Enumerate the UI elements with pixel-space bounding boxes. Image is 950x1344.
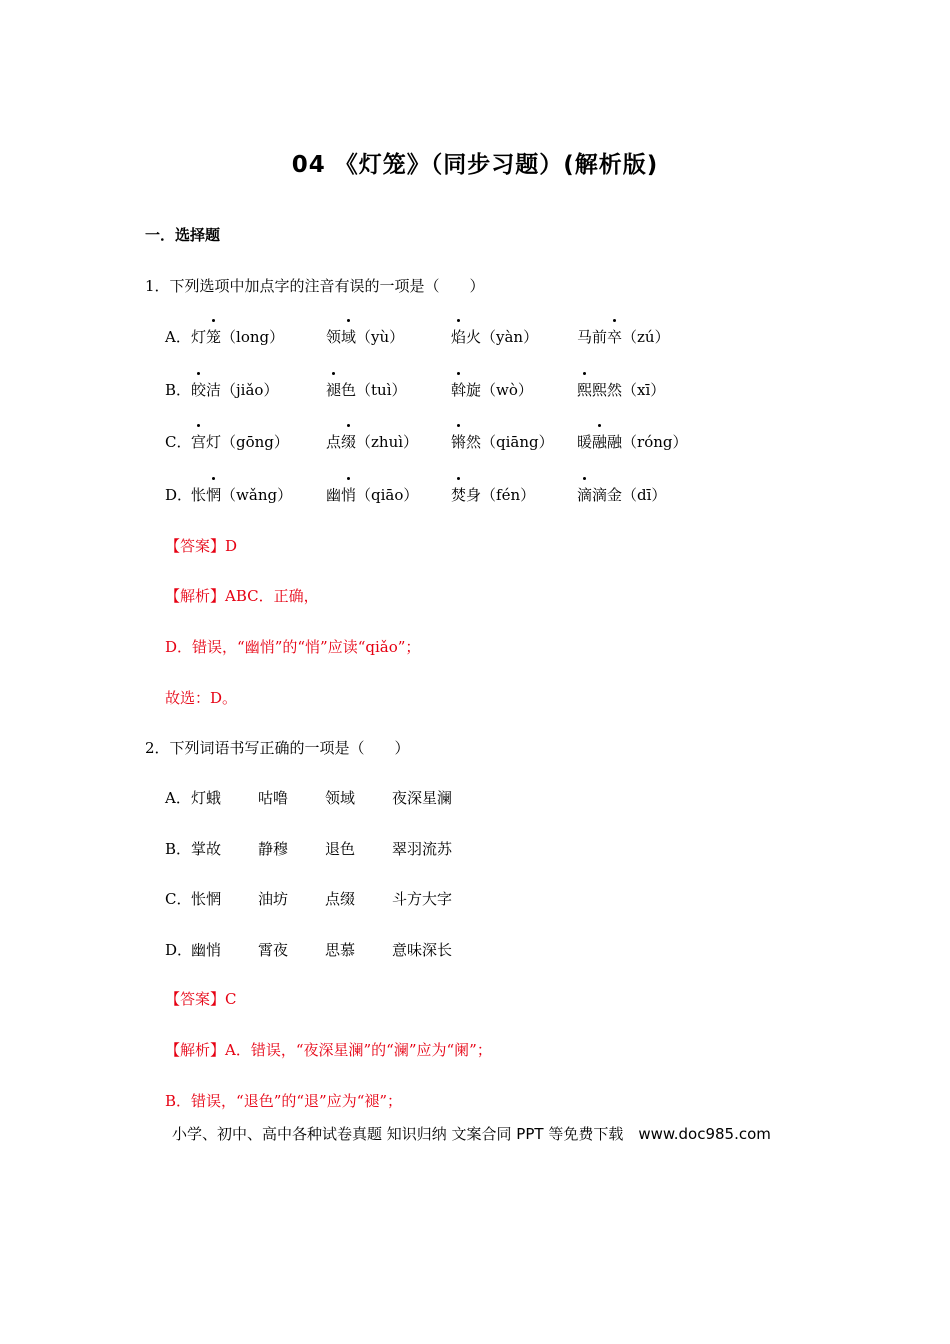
- word-item: 翠羽流苏: [392, 840, 453, 858]
- dotted-character: 卒: [607, 328, 623, 346]
- word-item: 领域: [325, 789, 356, 807]
- question-1-analysis-line: 【解析】ABC．正确，: [165, 587, 319, 605]
- word-item: 意味深长: [392, 941, 453, 959]
- item-text: （zhuì）: [356, 433, 419, 451]
- question-2-stem: 2．下列词语书写正确的一项是（ ）: [145, 739, 410, 757]
- word-item: 霄夜: [258, 941, 289, 959]
- dotted-character: 锵: [451, 433, 467, 451]
- dotted-character: 焚: [451, 486, 467, 504]
- item-text: 旋（wò）: [466, 381, 533, 399]
- option-label: B．: [165, 381, 192, 399]
- item-text: 融（róng）: [607, 433, 688, 451]
- dotted-character: 皎: [191, 381, 207, 399]
- pinyin-item: [577, 380, 665, 400]
- option-label: C．: [165, 433, 192, 451]
- item-text: （yù）: [356, 328, 405, 346]
- question-1-answer: 【答案】D: [165, 537, 238, 555]
- pinyin-item: [326, 485, 418, 505]
- option-label: D．: [165, 941, 193, 959]
- pinyin-item: [577, 485, 666, 505]
- item-text: 熙然（xī）: [592, 381, 666, 399]
- pinyin-item: [191, 432, 289, 452]
- pinyin-item: [326, 432, 418, 452]
- item-text: 幽: [326, 486, 342, 504]
- question-2-analysis-line: 【解析】A．错误，“夜深星澜”的“澜”应为“阑”；: [165, 1041, 492, 1059]
- pinyin-item: [191, 485, 292, 505]
- section-heading: 一．选择题: [145, 226, 221, 244]
- option-label: C．: [165, 890, 192, 908]
- dotted-character: 缀: [341, 433, 357, 451]
- word-item: 静穆: [258, 840, 289, 858]
- question-1-analysis-line: 故选：D。: [165, 689, 238, 707]
- option-label: B．: [165, 840, 192, 858]
- word-item: 怅惘: [191, 890, 222, 908]
- item-text: （long）: [221, 328, 285, 346]
- word-item: 退色: [325, 840, 356, 858]
- option-label: A．: [165, 789, 191, 807]
- question-1-stem: 1．下列选项中加点字的注音有误的一项是（ ）: [145, 277, 485, 295]
- item-text: 然（qiāng）: [466, 433, 554, 451]
- word-item: 掌故: [191, 840, 222, 858]
- item-text: （wǎng）: [221, 486, 293, 504]
- pinyin-item: [191, 380, 278, 400]
- item-text: 马前: [577, 328, 608, 346]
- dotted-character: 焰: [451, 328, 467, 346]
- dotted-character: 融: [592, 433, 608, 451]
- item-text: 洁（jiǎo）: [206, 381, 279, 399]
- pinyin-item: [451, 380, 533, 400]
- item-text: 滴金（dī）: [592, 486, 667, 504]
- pinyin-item: [191, 327, 284, 347]
- question-1-analysis-line: D．错误，“幽悄”的“悄”应读“qiǎo”；: [165, 638, 421, 656]
- item-text: 灯（gōng）: [206, 433, 289, 451]
- pinyin-item: [451, 432, 554, 452]
- dotted-character: 褪: [326, 381, 342, 399]
- word-item: 夜深星澜: [392, 789, 453, 807]
- dotted-character: 悄: [341, 486, 357, 504]
- word-item: 点缀: [325, 890, 356, 908]
- question-2-analysis-line: B．错误，“退色”的“退”应为“褪”；: [165, 1092, 403, 1110]
- word-item: 油坊: [258, 890, 289, 908]
- pinyin-item: [326, 327, 404, 347]
- item-text: 领: [326, 328, 342, 346]
- pinyin-item: [577, 432, 688, 452]
- question-2-answer: 【答案】C: [165, 990, 237, 1008]
- dotted-character: 熙: [577, 381, 593, 399]
- dotted-character: 惘: [206, 486, 222, 504]
- item-text: （zú）: [622, 328, 670, 346]
- pinyin-item: [451, 327, 538, 347]
- dotted-character: 笼: [206, 328, 222, 346]
- item-text: 点: [326, 433, 342, 451]
- footer-text: 小学、初中、高中各种试卷真题 知识归纳 文案合同 PPT 等免费下载 www.doc985.com: [172, 1125, 771, 1143]
- dotted-character: 斡: [451, 381, 467, 399]
- word-item: 灯蛾: [191, 789, 222, 807]
- item-text: （qiāo）: [356, 486, 419, 504]
- dotted-character: 域: [341, 328, 357, 346]
- item-text: 灯: [191, 328, 207, 346]
- word-item: 幽悄: [191, 941, 222, 959]
- item-text: 色（tuì）: [341, 381, 407, 399]
- page-title: 04 《灯笼》（同步习题）(解析版): [291, 152, 659, 178]
- option-label: A．: [165, 328, 191, 346]
- item-text: 身（fén）: [466, 486, 536, 504]
- pinyin-item: [326, 380, 407, 400]
- pinyin-item: [577, 327, 670, 347]
- pinyin-item: [451, 485, 535, 505]
- item-text: 暖: [577, 433, 593, 451]
- item-text: 火（yàn）: [466, 328, 539, 346]
- item-text: 怅: [191, 486, 207, 504]
- option-label: D．: [165, 486, 193, 504]
- word-item: 斗方大字: [392, 890, 453, 908]
- word-item: 思慕: [325, 941, 356, 959]
- word-item: 咕噜: [258, 789, 289, 807]
- dotted-character: 滴: [577, 486, 593, 504]
- dotted-character: 宫: [191, 433, 207, 451]
